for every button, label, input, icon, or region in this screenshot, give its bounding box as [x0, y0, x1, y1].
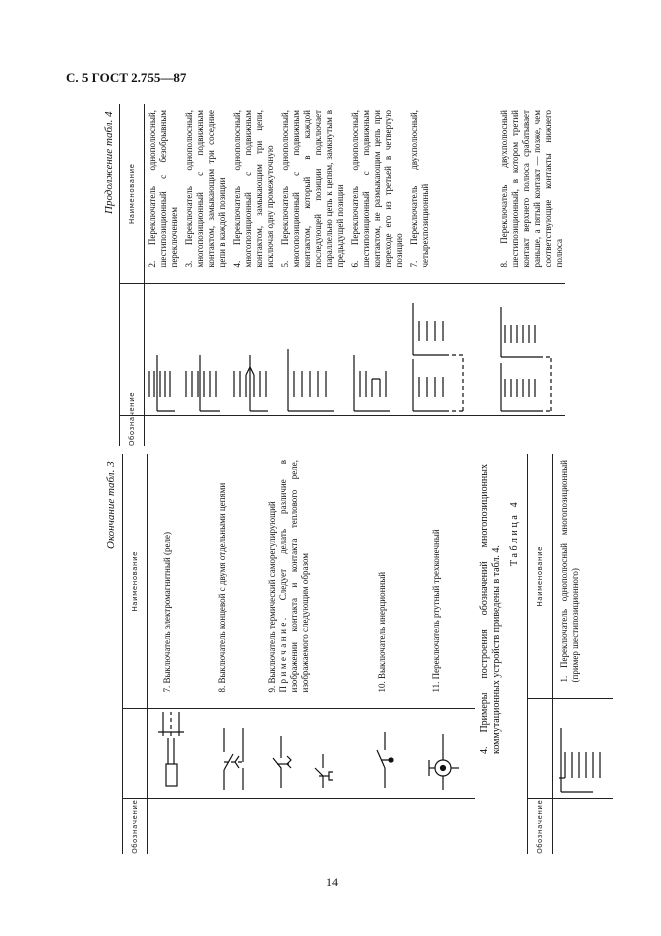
skip-intermediate-symbol: [228, 284, 274, 416]
two-pole-six-position-symbol: [495, 284, 557, 416]
table3-caption: Окончание табл. 3: [105, 461, 117, 549]
table4-continued: [119, 104, 565, 446]
make-before-break-symbol: [145, 284, 179, 416]
table3-symbol-9: [259, 709, 359, 799]
page-header: С. 5 ГОСТ 2.755—87: [66, 70, 187, 85]
table3: [122, 454, 475, 854]
table4-cont-row-8-text: 8. Переключатель двухполюсный шестипозиционный, в котором третий контакт верхнего полюса срабатывает раньше, а пятый контакт — позже, чем соответствующие контакты нижнего полюса: [499, 110, 564, 268]
relay-switch-symbol: [148, 709, 207, 799]
table4-cont-symbol-3: [180, 284, 228, 416]
three-circuit-contact-symbol: [180, 284, 225, 416]
table4-cont-col-symbol: Обозначение: [120, 416, 145, 446]
table4-cont-symbol-2: [145, 284, 181, 416]
table4-row-1-text: 1. Переключатель однополюсный многопозиционный (пример шестипозиционного): [559, 460, 580, 683]
no-break-3-4-symbol: [346, 284, 396, 416]
table4-cont-caption: Продолжение табл. 4: [103, 111, 115, 214]
limit-switch-symbol: [207, 709, 259, 799]
table4-cont-row-3-text: 3. Переключатель однополюсный, многопозиционный с подвижным контактом, замыкающим три соседние цепи в каждой позиции: [184, 110, 227, 268]
table3-symbol-7: [148, 709, 208, 799]
page-number: 14: [326, 875, 338, 889]
table3-col-name: Наименование: [123, 454, 148, 709]
thermal-switch-symbol: [259, 709, 359, 799]
table3-row-8-text: 8. Выключатель концевой с двумя отдельными цепями: [217, 482, 227, 693]
mercury-switch-symbol: [415, 709, 475, 799]
inertial-switch-symbol: [359, 709, 415, 799]
table4-cont-symbol-6: [346, 284, 405, 416]
two-pole-four-position-symbol: [405, 284, 495, 416]
table4-cont-symbol-8: [495, 284, 565, 416]
table3-symbol-10: [359, 709, 415, 799]
table4: [527, 454, 613, 854]
table3-row-10-text: 10. Выключатель инерционный: [377, 571, 387, 693]
table3-row-7-text: 7. Выключатель электромагнитный (реле): [162, 532, 172, 693]
table4-cont-row-5-text: 5. Переключатель однополюсный, многопозиционный с подвижным контактом, который в каждой последующей позиции подключает параллельно цепь к цепям, замкнутым в предыдущей позиции: [280, 110, 345, 268]
table4-cont-row-4-text: 4. Переключатель однополюсный, многопозиционный с подвижным контактом, замыкающим три цепи, исключая одну промежуточную: [232, 110, 275, 268]
table3-symbol-11: [415, 709, 475, 799]
table4-symbol-1: [553, 699, 614, 799]
table3-note-head: Примечание.: [278, 615, 288, 693]
table4-cont-row-6-text: 6. Переключатель однополюсный, шестипозиционный с подвижным контактом, не размыкающим цепь при переходе его из третьей в четвертую позицию: [350, 110, 404, 268]
table4-cont-row-7-text: 7. Переключатель двухполюсный, четырехпозиционный: [409, 110, 430, 268]
six-position-switch-symbol: [553, 699, 613, 799]
table3-row-9-text: 9. Выключатель термический саморегулирующий: [267, 501, 277, 693]
rotated-content: [101, 104, 611, 854]
table4-cont-symbol-5: [276, 284, 346, 416]
parallel-connect-symbol: [276, 284, 337, 416]
table3-col-symbol: Обозначение: [123, 799, 148, 854]
table4-cont-symbol-7: [405, 284, 495, 416]
table4-cont-symbol-4: [228, 284, 276, 416]
table3-symbol-8: [207, 709, 259, 799]
section4-paragraph: 4. Примеры построения обозначений многопозиционных коммутационных устройств приведены в табл. 4.: [479, 464, 502, 754]
table4-col-name: Наименование: [528, 454, 553, 699]
table4-col-symbol: Обозначение: [528, 799, 553, 854]
table4-caption: Таблица 4: [509, 499, 520, 566]
table3-row-11-text: 11. Переключатель ртутный трехконечный: [431, 529, 441, 693]
table4-cont-col-name: Наименование: [120, 104, 145, 284]
table3-note-text: Следует делать различие в изображении контакта и контакта теплового реле, изображаемого следующим образом: [278, 460, 310, 693]
table4-cont-row-2-text: 2. Переключатель однополюсный, шестипозиционный с безобрывным переключением: [147, 110, 179, 268]
